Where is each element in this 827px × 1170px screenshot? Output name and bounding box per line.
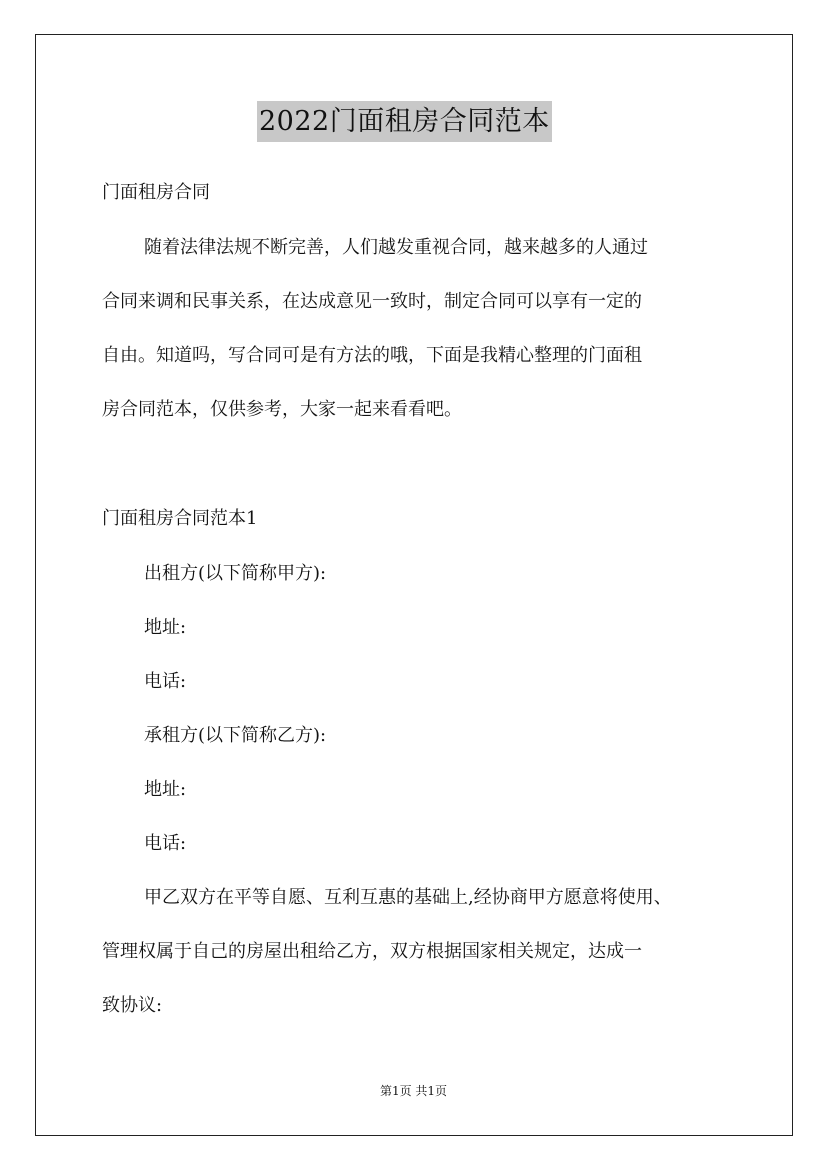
lessor-field: 出租方(以下简称甲方): [144, 563, 327, 584]
document-title: 2022门面租房合同范本 [257, 101, 552, 142]
lessor-address-field: 地址: [144, 617, 187, 638]
intro-paragraph-line: 随着法律法规不断完善，人们越发重视合同，越来越多的人通过 [144, 237, 648, 258]
lessor-phone-field: 电话: [144, 671, 187, 692]
agreement-paragraph-line: 甲乙双方在平等自愿、互利互惠的基础上,经协商甲方愿意将使用、 [144, 887, 672, 908]
page-number-footer: 第1页 共1页 [379, 1084, 448, 1098]
agreement-paragraph-line: 管理权属于自己的房屋出租给乙方，双方根据国家相关规定，达成一 [102, 941, 642, 962]
intro-paragraph-line: 自由。知道吗，写合同可是有方法的哦，下面是我精心整理的门面租 [102, 345, 642, 366]
intro-paragraph-line: 合同来调和民事关系，在达成意见一致时，制定合同可以享有一定的 [102, 291, 642, 312]
lessee-phone-field: 电话: [144, 833, 187, 854]
intro-paragraph-line: 房合同范本，仅供参考，大家一起来看看吧。 [102, 399, 462, 420]
lessee-field: 承租方(以下简称乙方): [144, 725, 327, 746]
lessee-address-field: 地址: [144, 779, 187, 800]
sample-heading: 门面租房合同范本1 [102, 508, 258, 529]
agreement-paragraph-line: 致协议: [102, 995, 163, 1016]
intro-heading: 门面租房合同 [102, 182, 210, 203]
